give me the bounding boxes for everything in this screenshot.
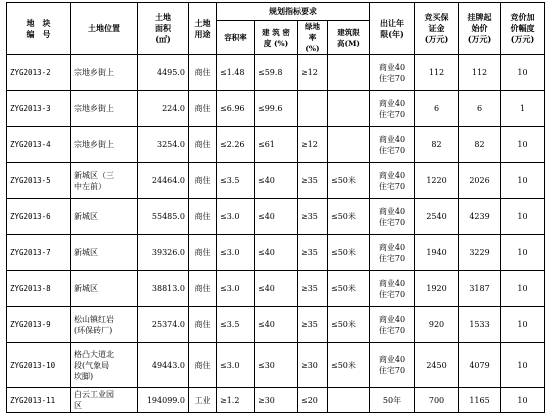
cell-term: 商业40 住宅70 [370, 163, 415, 199]
cell-start-price: 112 [459, 55, 501, 91]
table-row [7, 199, 545, 235]
cell-code: ZYG2013-2 [7, 55, 71, 91]
cell-deposit: 82 [415, 127, 459, 163]
cell-green: ≥35 [298, 271, 328, 307]
cell-green [298, 91, 328, 127]
land-parcel-table [6, 2, 545, 413]
cell-increment: 1 [501, 91, 545, 127]
cell-green: ≥12 [298, 55, 328, 91]
cell-use: 商住 [189, 343, 217, 388]
header-row-top [7, 3, 545, 21]
cell-start-price: 3187 [459, 271, 501, 307]
cell-deposit: 1920 [415, 271, 459, 307]
cell-code: ZYG2013-9 [7, 307, 71, 343]
cell-term: 商业40 住宅70 [370, 55, 415, 91]
header-deposit: 竞买保 证金 (万元) [415, 3, 459, 55]
cell-far: ≤3.5 [217, 307, 255, 343]
cell-area: 39326.0 [138, 235, 189, 271]
table-row [7, 388, 545, 413]
cell-code: ZYG2013-5 [7, 163, 71, 199]
cell-start-price: 2026 [459, 163, 501, 199]
cell-term: 商业40 住宅70 [370, 343, 415, 388]
cell-increment: 10 [501, 199, 545, 235]
cell-green: ≥35 [298, 235, 328, 271]
cell-location: 新城区 [71, 271, 138, 307]
cell-area: 194099.0 [138, 388, 189, 413]
cell-green: ≤20 [298, 388, 328, 413]
cell-deposit: 1940 [415, 235, 459, 271]
header-green: 绿地 率 (%) [298, 21, 328, 55]
cell-height: ≤50米 [328, 235, 370, 271]
cell-location: 松山镇红岩 (环保砖厂) [71, 307, 138, 343]
cell-far: ≤1.48 [217, 55, 255, 91]
cell-height [328, 388, 370, 413]
header-area: 土地 面积 (㎡) [138, 3, 189, 55]
header-term: 出让年 限(年) [370, 3, 415, 55]
cell-area: 25374.0 [138, 307, 189, 343]
table-row [7, 91, 545, 127]
cell-code: ZYG2013-10 [7, 343, 71, 388]
cell-green: ≥35 [298, 163, 328, 199]
cell-deposit: 2540 [415, 199, 459, 235]
cell-term: 商业40 住宅70 [370, 307, 415, 343]
cell-area: 49443.0 [138, 343, 189, 388]
cell-green: ≥35 [298, 307, 328, 343]
cell-code: ZYG2013-4 [7, 127, 71, 163]
cell-far: ≤3.0 [217, 343, 255, 388]
cell-code: ZYG2013-6 [7, 199, 71, 235]
cell-increment: 10 [501, 307, 545, 343]
cell-increment: 10 [501, 388, 545, 413]
cell-far: ≤3.5 [217, 163, 255, 199]
cell-density: ≤59.8 [255, 55, 298, 91]
cell-use: 商住 [189, 163, 217, 199]
cell-green: ≥12 [298, 127, 328, 163]
cell-height [328, 91, 370, 127]
cell-use: 商住 [189, 127, 217, 163]
header-increment: 竞价加 价幅度 (万元) [501, 3, 545, 55]
cell-area: 24464.0 [138, 163, 189, 199]
header-code: 地 块 编 号 [7, 3, 71, 55]
cell-increment: 10 [501, 271, 545, 307]
table-row [7, 235, 545, 271]
table-body [7, 55, 545, 413]
cell-use: 商住 [189, 271, 217, 307]
table-row [7, 307, 545, 343]
cell-green: ≥35 [298, 199, 328, 235]
cell-green: ≥30 [298, 343, 328, 388]
table-row [7, 343, 545, 388]
cell-use: 商住 [189, 199, 217, 235]
cell-increment: 10 [501, 55, 545, 91]
table-row [7, 271, 545, 307]
cell-code: ZYG2013-8 [7, 271, 71, 307]
cell-start-price: 4239 [459, 199, 501, 235]
cell-area: 55485.0 [138, 199, 189, 235]
cell-term: 商业40 住宅70 [370, 271, 415, 307]
cell-area: 38813.0 [138, 271, 189, 307]
header-start-price: 挂牌起 始价 (万元) [459, 3, 501, 55]
cell-location: 格凸大道北 段(气象局 坎脚) [71, 343, 138, 388]
cell-density: ≤61 [255, 127, 298, 163]
cell-code: ZYG2013-7 [7, 235, 71, 271]
cell-location: 宗地乡街上 [71, 55, 138, 91]
cell-far: ≤3.0 [217, 199, 255, 235]
cell-far: ≤6.96 [217, 91, 255, 127]
cell-term: 商业40 住宅70 [370, 199, 415, 235]
cell-location: 白云工业园 区 [71, 388, 138, 413]
cell-deposit: 700 [415, 388, 459, 413]
cell-code: ZYG2013-3 [7, 91, 71, 127]
header-planning: 规划指标要求 [217, 3, 370, 21]
cell-use: 商住 [189, 235, 217, 271]
cell-increment: 10 [501, 163, 545, 199]
header-location: 土地位置 [71, 3, 138, 55]
cell-density: ≤40 [255, 163, 298, 199]
cell-code: ZYG2013-11 [7, 388, 71, 413]
cell-area: 3254.0 [138, 127, 189, 163]
cell-far: ≤3.0 [217, 235, 255, 271]
cell-height: ≤50米 [328, 343, 370, 388]
cell-area: 4495.0 [138, 55, 189, 91]
cell-density: ≤30 [255, 343, 298, 388]
cell-far: ≤3.0 [217, 271, 255, 307]
cell-use: 商住 [189, 307, 217, 343]
cell-increment: 10 [501, 235, 545, 271]
cell-start-price: 82 [459, 127, 501, 163]
cell-location: 新城区 [71, 199, 138, 235]
header-far: 容积率 [217, 21, 255, 55]
table-row [7, 163, 545, 199]
cell-location: 宗地乡街上 [71, 91, 138, 127]
cell-location: 新城区（三 中左前） [71, 163, 138, 199]
cell-increment: 10 [501, 127, 545, 163]
cell-density: ≤99.6 [255, 91, 298, 127]
cell-start-price: 1165 [459, 388, 501, 413]
cell-use: 工业 [189, 388, 217, 413]
cell-use: 商住 [189, 91, 217, 127]
cell-far: ≤2.26 [217, 127, 255, 163]
cell-start-price: 3229 [459, 235, 501, 271]
cell-area: 224.0 [138, 91, 189, 127]
cell-location: 宗地乡街上 [71, 127, 138, 163]
cell-density: ≤40 [255, 271, 298, 307]
cell-height [328, 55, 370, 91]
cell-deposit: 112 [415, 55, 459, 91]
cell-density: ≥30 [255, 388, 298, 413]
cell-start-price: 6 [459, 91, 501, 127]
cell-density: ≤40 [255, 307, 298, 343]
cell-increment: 10 [501, 343, 545, 388]
cell-density: ≤40 [255, 199, 298, 235]
cell-deposit: 2450 [415, 343, 459, 388]
cell-far: ≥1.2 [217, 388, 255, 413]
cell-term: 商业40 住宅70 [370, 235, 415, 271]
cell-density: ≤40 [255, 235, 298, 271]
cell-height: ≤50米 [328, 307, 370, 343]
cell-height [328, 127, 370, 163]
cell-start-price: 1533 [459, 307, 501, 343]
table-row [7, 127, 545, 163]
cell-location: 新城区 [71, 235, 138, 271]
cell-height: ≤50米 [328, 199, 370, 235]
cell-term: 商业40 住宅70 [370, 91, 415, 127]
table-row [7, 55, 545, 91]
cell-use: 商住 [189, 55, 217, 91]
cell-deposit: 920 [415, 307, 459, 343]
header-use: 土地 用途 [189, 3, 217, 55]
cell-term: 50年 [370, 388, 415, 413]
header-density: 建 筑 密 度 (%) [255, 21, 298, 55]
cell-deposit: 1220 [415, 163, 459, 199]
cell-height: ≤50米 [328, 163, 370, 199]
cell-term: 商业40 住宅70 [370, 127, 415, 163]
cell-deposit: 6 [415, 91, 459, 127]
header-height: 建筑限 高(M) [328, 21, 370, 55]
cell-start-price: 4079 [459, 343, 501, 388]
cell-height: ≤50米 [328, 271, 370, 307]
